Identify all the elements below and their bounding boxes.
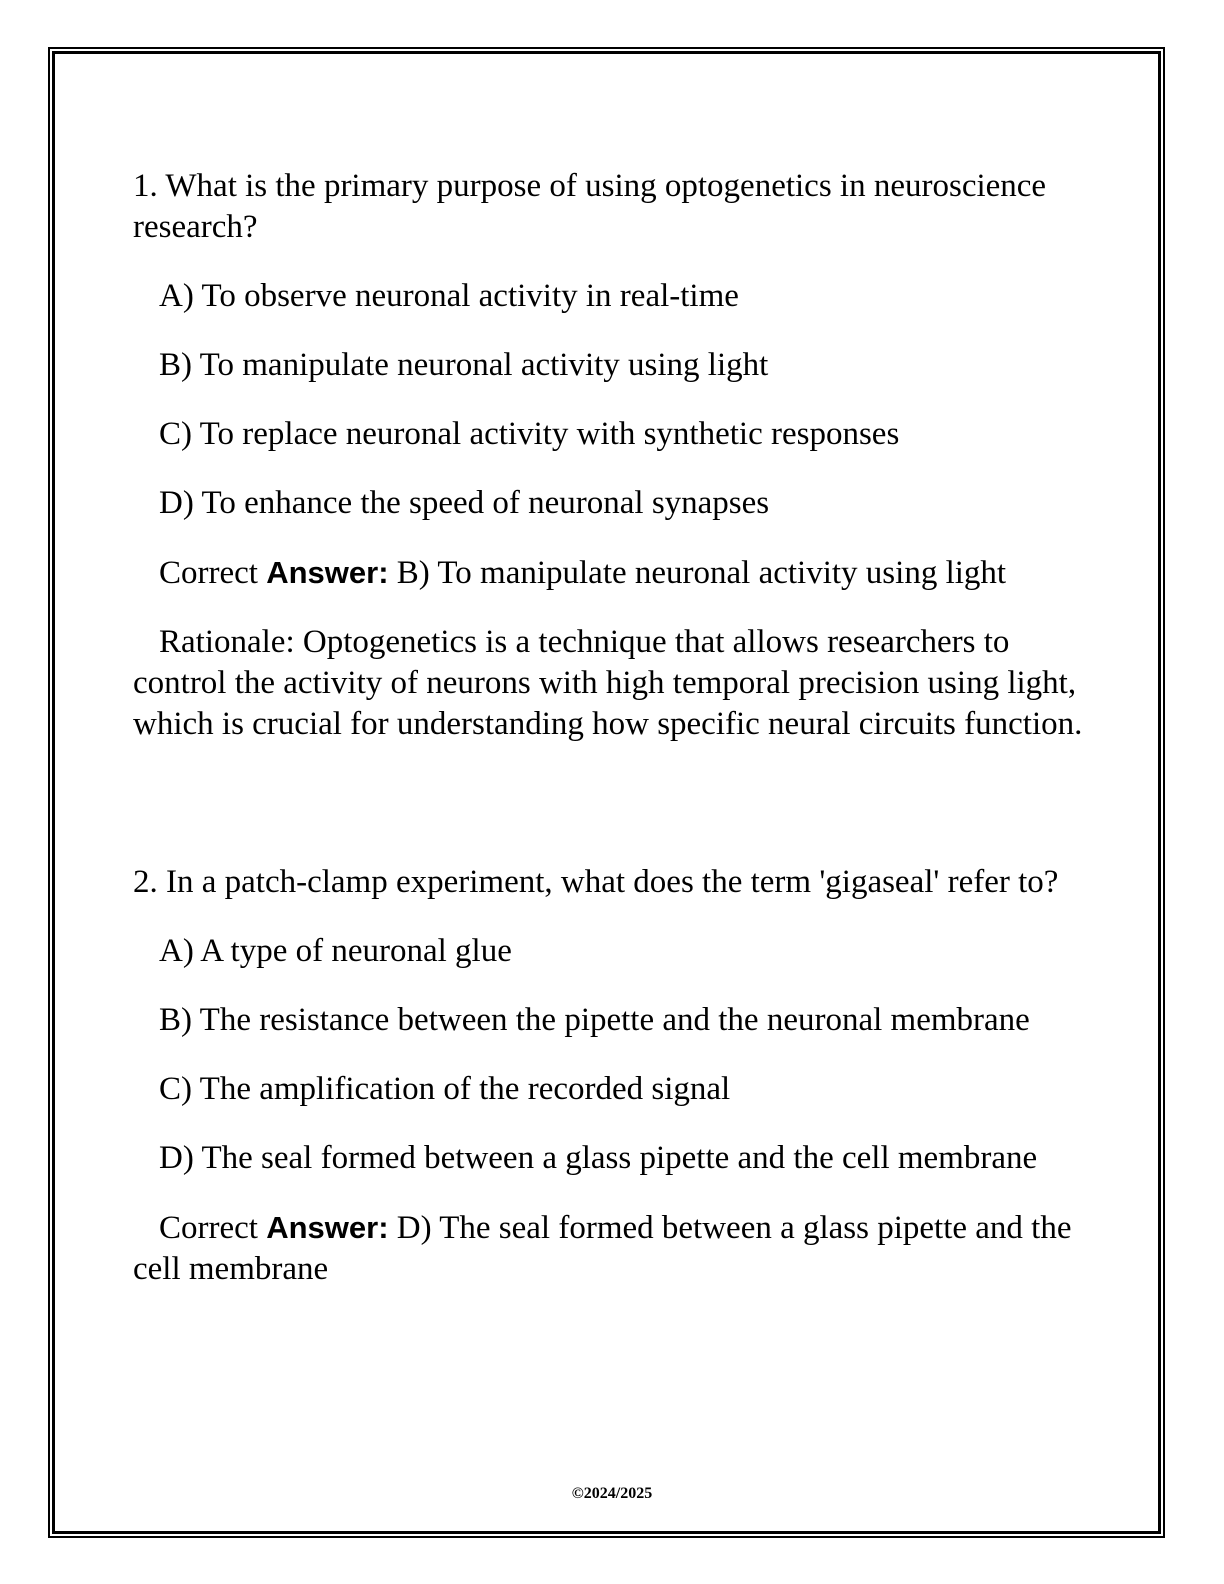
option-text: To enhance the speed of neuronal synapses bbox=[201, 485, 770, 521]
option-label: D) bbox=[159, 485, 194, 521]
option-a bbox=[133, 931, 1093, 972]
answer-prefix: Correct bbox=[159, 1210, 267, 1246]
option-label: C) bbox=[159, 416, 192, 452]
question-1-stem bbox=[133, 166, 1093, 248]
option-label: A) bbox=[159, 278, 194, 314]
correct-answer bbox=[133, 552, 1093, 594]
document-content bbox=[133, 166, 1093, 1290]
question-number: 1. bbox=[133, 168, 158, 204]
question-text: What is the primary purpose of using optogenetics in neuroscience research? bbox=[133, 168, 1047, 245]
option-d bbox=[133, 1138, 1093, 1179]
option-label: C) bbox=[159, 1071, 192, 1107]
option-label: B) bbox=[159, 347, 192, 383]
option-text: The seal formed between a glass pipette and the cell membrane bbox=[201, 1140, 1038, 1176]
answer-keyword: Answer bbox=[266, 1210, 379, 1245]
option-text: To observe neuronal activity in real-time bbox=[201, 278, 739, 314]
rationale: Rationale: Optogenetics is a technique that allows researchers to control the activity of neurons with high temporal precision using light, which is crucial for understanding how specific neural circuits function. bbox=[133, 624, 1083, 742]
option-text: The resistance between the pipette and the neuronal membrane bbox=[199, 1002, 1030, 1038]
answer-prefix: Correct bbox=[159, 555, 267, 591]
option-text: The amplification of the recorded signal bbox=[199, 1071, 731, 1107]
option-label: D) bbox=[159, 1140, 194, 1176]
answer-keyword: Answer bbox=[266, 555, 379, 590]
correct-answer bbox=[133, 1207, 1093, 1290]
question-number: 2. bbox=[133, 864, 158, 900]
answer-text: B) To manipulate neuronal activity using light bbox=[388, 555, 1007, 591]
option-text: A type of neuronal glue bbox=[200, 933, 512, 969]
question-2 bbox=[133, 862, 1093, 1290]
question-2-stem bbox=[133, 862, 1093, 903]
option-c bbox=[133, 1069, 1093, 1110]
copyright-footer: ©2024/2025 bbox=[571, 1485, 653, 1502]
option-b bbox=[133, 345, 1093, 386]
answer-colon: : bbox=[378, 1210, 389, 1245]
option-text: To manipulate neuronal activity using light bbox=[199, 347, 769, 383]
option-b bbox=[133, 1000, 1093, 1041]
answer-colon: : bbox=[378, 555, 389, 590]
option-label: B) bbox=[159, 1002, 192, 1038]
option-c bbox=[133, 414, 1093, 455]
option-text: To replace neuronal activity with synthetic responses bbox=[199, 416, 900, 452]
option-a bbox=[133, 276, 1093, 317]
question-text: In a patch-clamp experiment, what does the term 'gigaseal' refer to? bbox=[166, 864, 1059, 900]
answer-text: D) The seal formed between a glass pipette and the cell membrane bbox=[133, 1210, 1072, 1287]
option-label: A) bbox=[159, 933, 194, 969]
option-d bbox=[133, 483, 1093, 524]
question-1 bbox=[133, 166, 1093, 745]
